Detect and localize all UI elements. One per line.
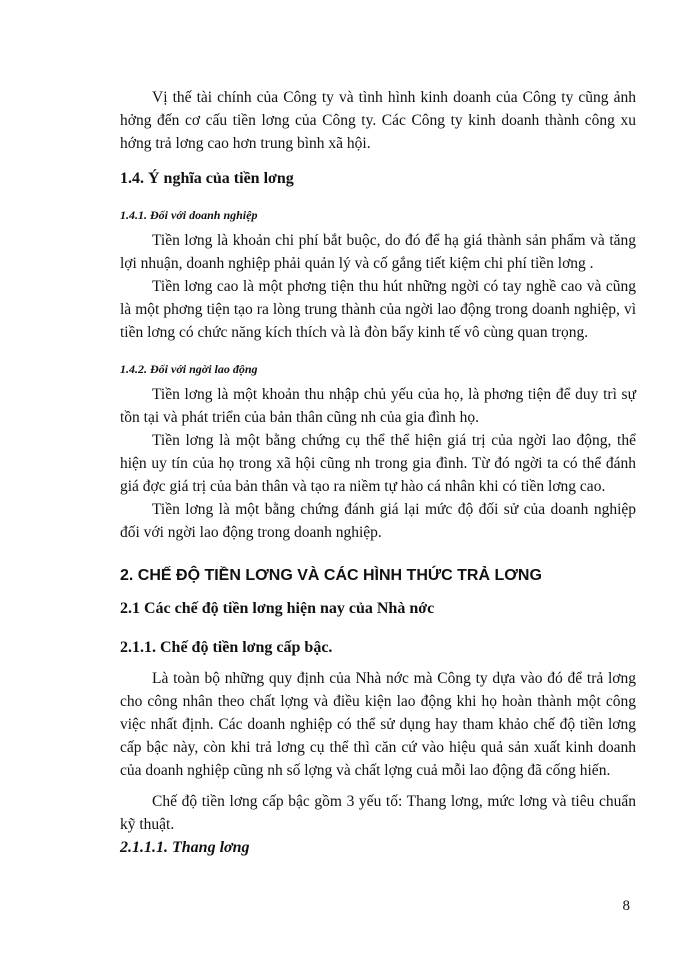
paragraph-mandatory-cost: Tiền lơng là khoản chi phí bắt buộc, do đó để hạ giá thành sản phẩm và tăng lợi nhuận, doanh nghiệp phải quản lý và cố gắng tiết kiệm chi phí tiền lơng . [120,232,636,272]
heading-1-4: 1.4. Ý nghĩa của tiền lơng [120,170,294,187]
paragraph-value-evidence: Tiền lơng là một bằng chứng cụ thể thể hiện giá trị của ngời lao động, thể hiện uy tín của họ trong xã hội cũng nh trong gia đình. Từ đó ngời ta có thể đánh giá đợc giá trị của bản thân và tạo ra niềm tự hào cá nhân khi có tiền lơng cao. [120,432,636,495]
heading-2-1-1-1: 2.1.1.1. Thang lơng [120,839,250,856]
paragraph-high-wage-attraction: Tiền lơng cao là một phơng tiện thu hút những ngời có tay nghề cao và cũng là một phơng tiện tạo ra lòng trung thành của ngời lao động trong doanh nghiệp, vì tiền lơng có chức năng kích thích và là đòn bẩy kinh tế vô cùng quan trọng. [120,278,636,341]
paragraph-treatment-evidence: Tiền lơng là một bằng chứng đánh giá lại mức độ đối sử của doanh nghiệp đối với ngời lao động trong doanh nghiệp. [120,501,636,541]
page-number: 8 [622,898,630,914]
heading-2-1: 2.1 Các chế độ tiền lơng hiện nay của Nhà nớc [120,600,435,617]
paragraph-main-income: Tiền lơng là một khoản thu nhập chủ yếu của họ, là phơng tiện để duy trì sự tồn tại và phát triển của bản thân cũng nh của gia đình họ. [120,386,636,426]
page-content [120,86,636,859]
heading-1-4-2: 1.4.2. Đối với ngời lao động [120,362,258,376]
paragraph-financial-position: Vị thế tài chính của Công ty và tình hình kinh doanh của Công ty cũng ảnh hởng đến cơ cấu tiền lơng của Công ty. Các Công ty kinh doanh thành công xu hớng trả lơng cao hơn trung bình xã hội. [120,89,636,152]
heading-2-1-1: 2.1.1. Chế độ tiền lơng cấp bậc. [120,639,333,656]
paragraph-rank-wage-elements: Chế độ tiền lơng cấp bậc gồm 3 yếu tố: Thang lơng, mức lơng và tiêu chuẩn kỹ thuật. [120,793,636,833]
paragraph-rank-wage-definition: Là toàn bộ những quy định của Nhà nớc mà Công ty dựa vào đó để trả lơng cho công nhân theo chất lợng và điều kiện lao động khi họ hoàn thành một công việc nhất định. Các doanh nghiệp có thể sử dụng hay tham khảo chế độ tiền lơng cấp bậc này, còn khi trả lơng cụ thể thì căn cứ vào hiệu quả sản xuất kinh doanh của doanh nghiệp cũng nh số lợng và chất lợng cuả mỗi lao động đã cống hiến. [120,670,636,779]
heading-1-4-1: 1.4.1. Đối với doanh nghiệp [120,208,258,222]
heading-chapter-2: 2. CHẾ ĐỘ TIỀN LƠNG VÀ CÁC HÌNH THỨC TRẢ LƠNG [120,567,542,584]
